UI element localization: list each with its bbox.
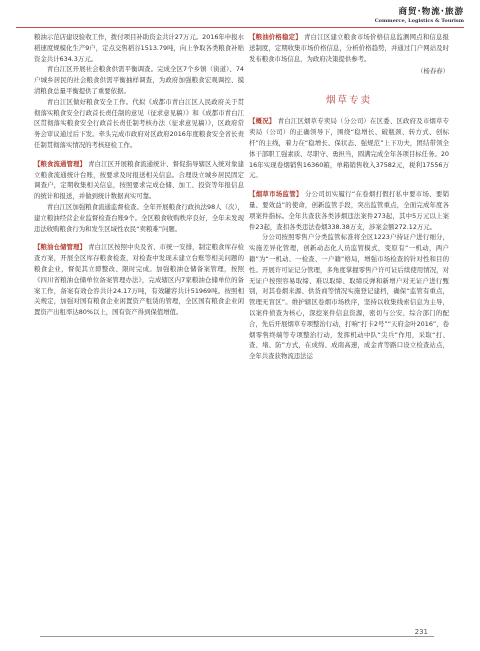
paragraph: 青白江区做好粮食安全工作。代拟《成都市青白江区人民政府关于贯彻落实粮食安全行政首长责任制的意见（征求意见稿）》和《成都市青白江区贯彻落实粮食安全行政首长责任制考核办法（征求意见稿）》，区政府常务会审议通过后下发。牵头完成市政府对区政府2016年度粮食安全省长责任制贯彻落实情况的考核迎检工作。 [34,97,244,149]
section-label: 【概况】 [249,117,276,126]
paragraph: 【烟草市场监管】 分公司切实履行“在卷烟打假打私中要市场、要销量、要效益”的使命，创新监管手段，突出监管重点，全面完成年度各项案件指标。全年共查获各类涉烟违法案件273起，其中5万元以上案件23起，查扣各类违法卷烟338.38万支，涉案金额272.12万元。 [249,190,449,231]
paragraph: 粮油示范店建设验收工作，拨付项目补助资金共计27万元。2016年申报水稻速度规模化生产9户，定点交售稻谷1513.79吨，向上争取各类粮食补贴资金共计634.3万元。 [34,33,244,63]
paragraph: 分公司按照零售户分类监管标准将全区1223户持证户进行细分，实施差异化管理，创新动态化人员监管模式，变原有“一机动，两户籍”为“一机动、一检查、一户籍”格局，增强市场检查的针对性和目的性。开展许可证记分管理，多角度掌握零售户许可证后续使用情况，对无证户按照容易取缔、难以取缔、取缔反弹和新增户对无证户进行甄别，对其卷烟来源、供货商等情况实施登记建档，确保“监管有重点，管理无盲区”。维护辖区卷烟市场秩序，坚持以收集线索信息为主导，以案件侦查为核心，深挖案件信息资源，密切与公安、综合部门的配合，先后开展烟草专项整治行动，打响“打卡2号”“天府金叶2016”，卷烟零售终端等专项整治行动，发挥机动中队“尖兵”作用，采取“打、查、堵、防”方式，在成绵、成南高速，成金青等路口设立检查站点，全年共查获物流违法运 [249,233,449,361]
paragraph: 【粮食流通管理】 青白江区开展粮食流通统计、督促指导辖区入统对象建立粮食流通统计台账，按要求及时报送相关信息。合理设立城乡居民固定调查户，定期收集相关信息，按照要求完成仓储、加工、投资等年报信息的统计和报送，并做到统计数据真实可靠。 [34,159,244,201]
section-label: 【烟草市场监管】 [249,190,303,199]
section-label: 【粮油仓储管理】 [34,243,86,252]
page-number: 231 [414,628,428,636]
paragraph: 【粮油仓储管理】 青白江区按照中央及省、市统一安排，制定粮食库存检查方案，开展全区库存粮食检查，对检查中发现未建立台账等相关问题的粮食企业，督促其立即整改、限时完成。加强粮油仓储备案管理，按照《四川省粮油仓储单位备案管理办法》，完成辖区内7家粮油仓储单位的备案工作，备案有效仓容共计24.17万吨，有效罐容共计51969吨。按照相关规定，加强对国有粮食企业闲置资产租赁的管理，全区国有粮食企业闲置资产出租率达80%以上，国有资产得到保值增值。 [34,243,244,317]
paragraph: 青白江区加强粮食流通监督检查。全年开展粮食行政执法98人（次），建立粮油经营企业监督检查台账9个。全区粮食收购秩序良好，全年未发现违法收购粮食行为和发生区域性农民“卖粮难”问题。 [34,202,244,233]
paragraph: 青白江区开展社会粮食供需平衡调查。完成全区7个乡镇（街道）、74户城乡居民的社会粮食供需平衡抽样调查，为政府加强粮食宏观调控、摸清粮食总量平衡提供了重要依据。 [34,65,244,95]
paragraph: 【粮油价格稳定】 青白江区建立粮食市场价格信息监测网点和信息报送制度，定期收集市场价格信息，分析价格趋势，并通过门户网站及时发布粮食市场信息，为政府决策提供参考。 [249,33,450,63]
section-label: 【粮油价格稳定】 [249,33,302,41]
footer-divider [40,636,434,637]
header-divider [16,27,464,28]
section-label: 【粮食流通管理】 [34,159,86,168]
section-header-subtitle: Commerce, Logistics & Tourism [374,18,464,24]
right-column [249,32,449,362]
author-signature: （杨春舂） [417,67,449,76]
section-header-title: 商贸·物流·旅游 [398,7,464,17]
left-column [34,32,244,318]
paragraph: 【概况】 青白江区烟草专卖局（分公司）在区委、区政府及市烟草专卖局（公司）的正确领导下，围绕“稳增长、破瓶颈、转方式、创标杆”的主线，着力在“稳增长、保状态、强规范”上下功夫，团结带领全体干部职工强素质、尽职守、勇担当，圆满完成全年各项目标任务。2016年实现卷烟销售16360箱，单箱销售收入37582元，税利17556万元。 [249,117,450,180]
section-title: 烟草专卖 [325,95,372,107]
